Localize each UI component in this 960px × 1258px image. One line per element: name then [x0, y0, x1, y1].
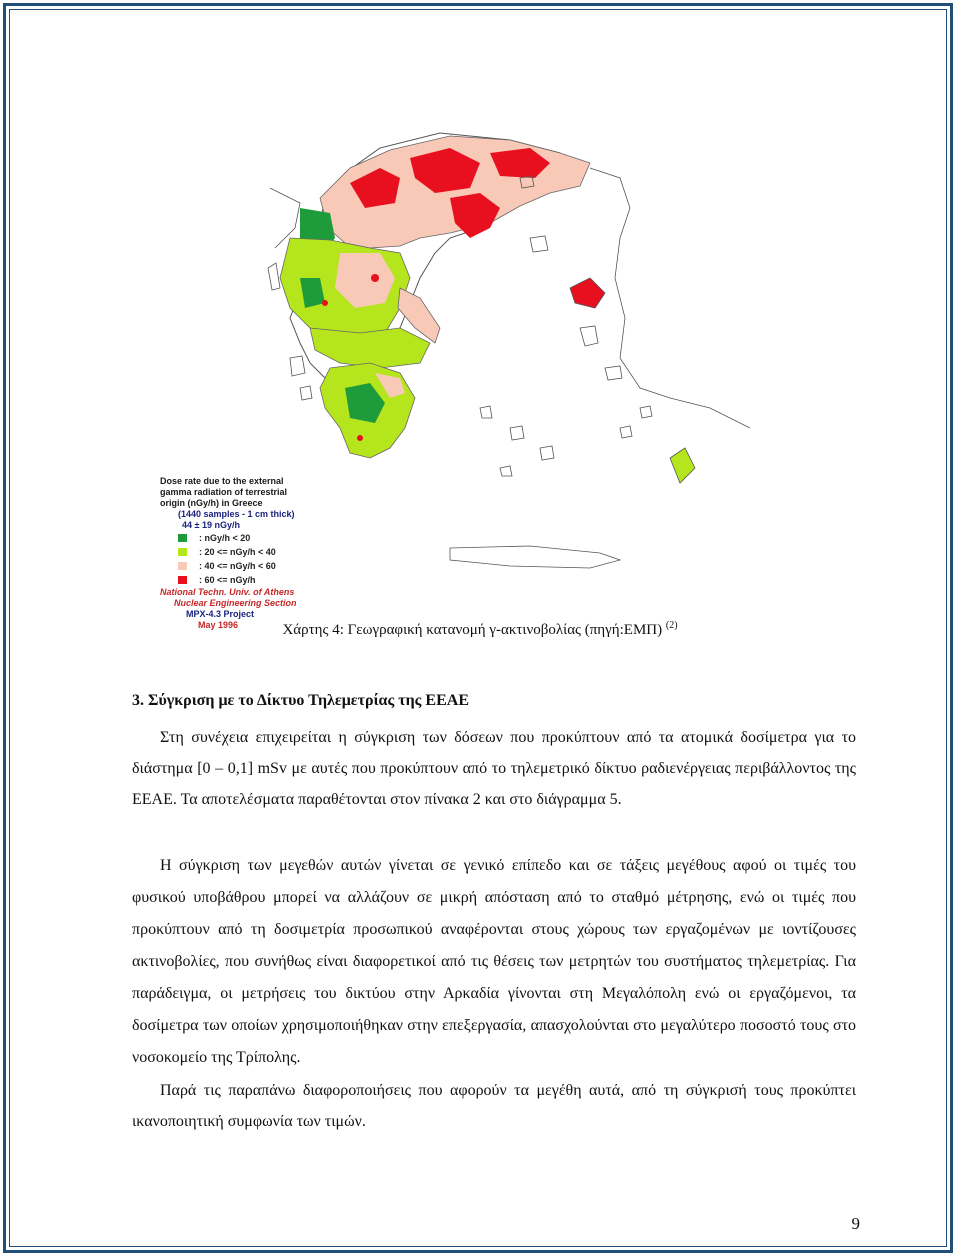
island-lesvos	[570, 278, 605, 308]
map-caption-ref: (2)	[665, 620, 678, 631]
legend-label-high: : 40 <= nGy/h < 60	[199, 560, 276, 571]
cyclades-3	[540, 446, 554, 460]
dodecanese-1	[620, 426, 632, 438]
cyclades-2	[510, 426, 524, 440]
legend-label-mid: : 20 <= nGy/h < 40	[199, 546, 276, 557]
cyclades-1	[480, 406, 492, 418]
legend-swatch-very-high	[178, 576, 187, 584]
spot-red-2	[322, 300, 328, 306]
map-legend	[160, 476, 340, 630]
legend-swatch-high	[178, 562, 187, 570]
map-caption-text: Χάρτης 4: Γεωγραφική κατανομή γ-ακτινοβολίας (πηγή:ΕΜΠ)	[282, 622, 663, 638]
legend-title-line-3: origin (nGy/h) in Greece	[160, 498, 263, 508]
island-zakynthos	[300, 386, 312, 400]
legend-project: MPX-4.3 Project	[186, 609, 255, 619]
paragraph-3: Παρά τις παραπάνω διαφοροποιήσεις που αφορούν τα μεγέθη αυτά, από τη σύγκρισή τους προκύπτει ικανοποιητική συμφωνία των τιμών.	[132, 1082, 856, 1130]
island-crete	[450, 546, 620, 568]
legend-item-high	[160, 559, 340, 573]
spot-red-1	[357, 435, 363, 441]
section-heading: 3. Σύγκριση με το Δίκτυο Τηλεμετρίας της ΕΕΑΕ	[132, 692, 469, 709]
island-chios	[580, 326, 598, 346]
turkey-coast	[590, 168, 750, 428]
legend-item-mid	[160, 545, 340, 559]
paragraph-2: Η σύγκριση των μεγεθών αυτών γίνεται σε γενικό επίπεδο και σε τάξεις μεγέθους αφού οι τιμές του φυσικού υποβάθρου μπορεί να αλλάζουν σε μικρή απόσταση από το σταθμό μέτρησης, ενώ οι τιμές που προκύπτουν από τη δοσιμετρία προσωπικού αναφέρονται στους χώρους των εργαζομένων με ιοντίζουσες ακτινοβολίες, που συνήθως είναι διαφορετικοί από τις θέσεις των μετρητών του συστήματος τηλεμετρίας. Για παράδειγμα, οι μετρήσεις του δικτύου στην Αρκαδία γίνονται στη Μεγαλόπολη ενώ οι εργαζόμενοι, τα δοσίμετρα των οποίων χρησιμοποιήθηκαν στην επεξεργασία, απασχολούνται στο μεγαλύτερο ποσοστό τους στο νοσοκομείο της Τρίπολης.	[132, 857, 856, 1066]
page-number: 9	[851, 1214, 860, 1233]
legend-mean: 44 ± 19 nGy/h	[182, 520, 240, 530]
island-limnos	[530, 236, 548, 252]
legend-label-low: : nGy/h < 20	[199, 532, 251, 543]
legend-item-very-high	[160, 573, 340, 587]
cyclades-4	[500, 466, 512, 476]
dodecanese-2	[640, 406, 652, 418]
legend-title-line-2: gamma radiation of terrestrial	[160, 487, 288, 497]
legend-label-very-high: : 60 <= nGy/h	[199, 574, 256, 585]
legend-credit-line-2: Nuclear Engineering Section	[174, 598, 297, 608]
island-corfu	[268, 263, 280, 290]
spot-red-3	[371, 274, 379, 282]
island-samos	[605, 366, 622, 380]
legend-samples: (1440 samples - 1 cm thick)	[178, 509, 295, 519]
legend-item-low	[160, 531, 340, 545]
region-sterea	[310, 328, 430, 368]
legend-credit-line-1: National Techn. Univ. of Athens	[160, 587, 295, 597]
legend-swatch-mid	[178, 548, 187, 556]
island-kefalonia	[290, 356, 305, 376]
paragraph-1: Στη συνέχεια επιχειρείται η σύγκριση των δόσεων που προκύπτουν από τα ατομικά δοσίμετρα για το διάστημα [0 – 0,1] mSv με αυτές που προκύπτουν από το τηλεμετρικό δίκτυο ραδιενέργειας περιβάλλοντος της ΕΕΑΕ. Τα αποτελέσματα παραθέτονται στον πίνακα 2 και στο διάγραμμα 5.	[132, 729, 856, 808]
legend-swatch-low	[178, 534, 187, 542]
island-rhodes	[670, 448, 695, 483]
legend-title-line-1: Dose rate due to the external	[160, 476, 284, 486]
map-caption	[0, 620, 960, 639]
legend-date: May 1996	[198, 620, 239, 630]
